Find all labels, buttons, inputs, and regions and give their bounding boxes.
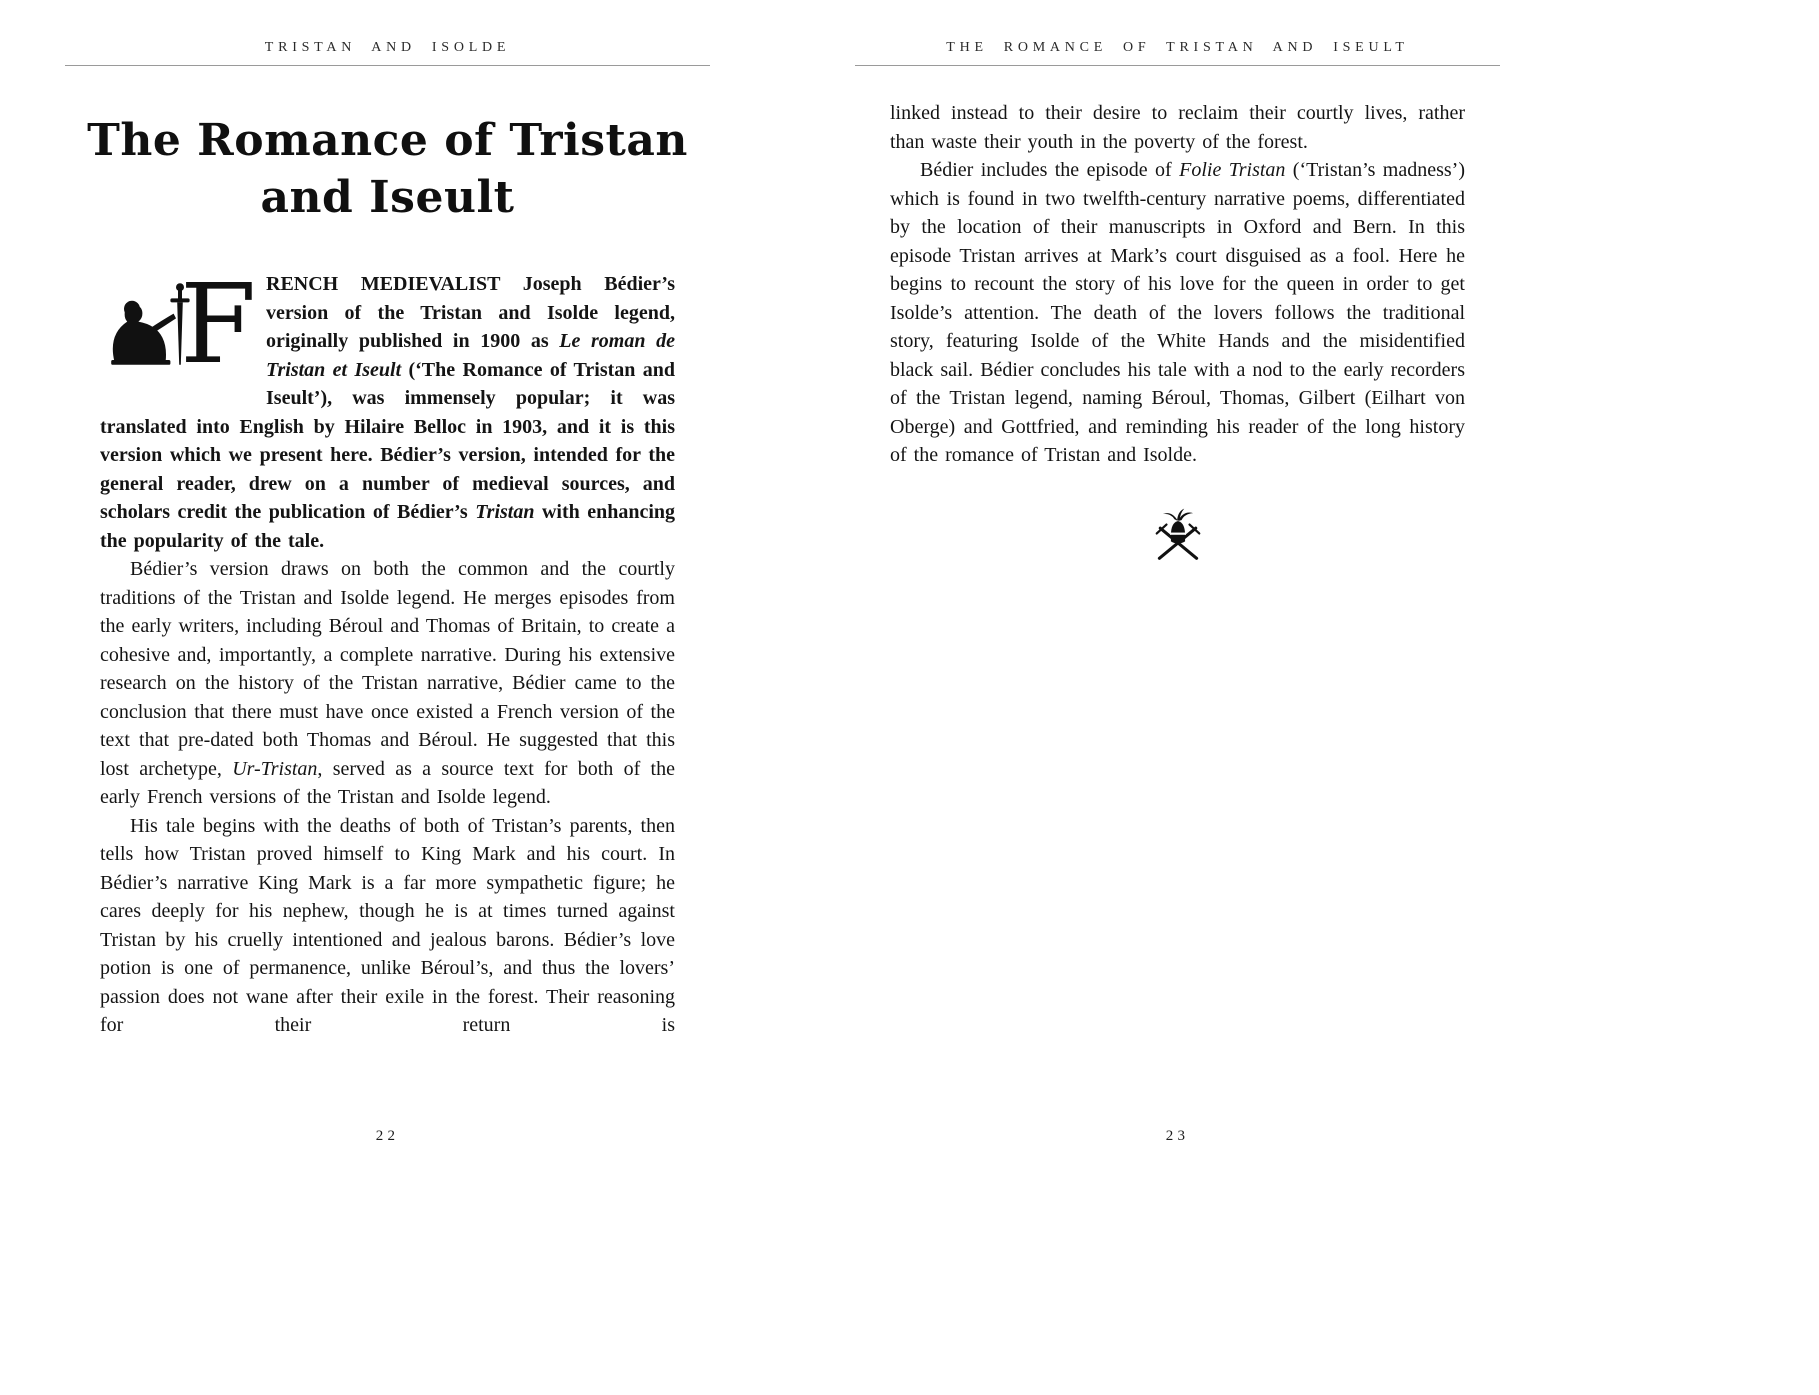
chapter-title-line2: and Iseult	[260, 172, 515, 223]
chapter-title	[65, 112, 710, 226]
lead-paragraph	[100, 260, 675, 555]
right-page	[855, 0, 1500, 1395]
knight-helmet-crossed-swords-icon	[1147, 553, 1209, 570]
page-number-left: 22	[375, 1128, 400, 1144]
end-ornament-wrap	[890, 508, 1465, 571]
chapter-title-line1: The Romance of Tristan	[87, 115, 688, 166]
left-page	[65, 0, 710, 1395]
final-paragraph: Bédier includes the episode of Folie Tristan (‘Tristan’s madness’) which is found in two twelfth-century narrative poems, differentiated by the location of their manuscripts in Oxford and Bern. In this episode Tristan arrives at Mark’s court disguised as a fool. Here he begins to recount the story of his love for the queen in order to get Isolde’s attention. The death of the lovers follows the traditional story, featuring Isolde of the White Hands and the misidentified black sail. Bédier concludes his tale with a nod to the early recorders of the Tristan legend, naming Béroul, Thomas, Gilbert (Eilhart von Oberge) and Gottfried, and reminding his reader of the long history of the romance of Tristan and Isolde.	[890, 159, 1465, 466]
running-header-right: THE ROMANCE OF TRISTAN AND ISEULT	[855, 40, 1500, 66]
page-number-right: 23	[1165, 1128, 1190, 1144]
drop-cap-group	[100, 260, 257, 388]
running-header-left: TRISTAN AND ISOLDE	[65, 40, 710, 66]
right-text-column	[890, 99, 1465, 571]
left-text-column	[100, 260, 675, 1040]
paragraph-3: His tale begins with the deaths of both of Tristan’s parents, then tells how Tristan proved himself to King Mark and his court. In Bédier’s narrative King Mark is a far more sympathetic figure; he cares deeply for his nephew, though he is at times turned against Tristan by his cruelly intentioned and jealous barons. Bédier’s love potion is one of permanence, unlike Béroul’s, and thus the lovers’ passion does not wane after their exile in the forest. Their reasoning for their return is	[100, 814, 675, 1036]
paragraph-2: Bédier’s version draws on both the common and the courtly traditions of the Tristan and Isolde legend. He merges episodes from the early writers, including Béroul and Thomas of Britain, to create a cohesive and, importantly, a complete narrative. During his extensive research on the history of the Tristan narrative, Bédier came to the conclusion that there must have once existed a French version of the text that pre-dated both Thomas and Béroul. He suggested that this lost archetype, Ur-Tristan, served as a source text for both of the early French versions of the Tristan and Isolde legend.	[100, 558, 675, 808]
drop-cap-letter: F	[180, 260, 257, 388]
lead-paragraph-text: RENCH MEDIEVALIST Joseph Bédier’s version of the Tristan and Isolde legend, originally published in 1900 as Le roman de Tristan et Iseult (‘The Romance of Tristan and Iseult’), was immensely popular; it was translated into English by Hilaire Belloc in 1903, and it is this version which we present here. Bédier’s version, intended for the general reader, drew on a number of medieval sources, and scholars credit the publication of Bédier’s Tristan with enhancing the popularity of the tale.	[100, 273, 675, 552]
continuation-paragraph: linked instead to their desire to reclaim their courtly lives, rather than waste their youth in the poverty of the forest.	[890, 102, 1465, 153]
